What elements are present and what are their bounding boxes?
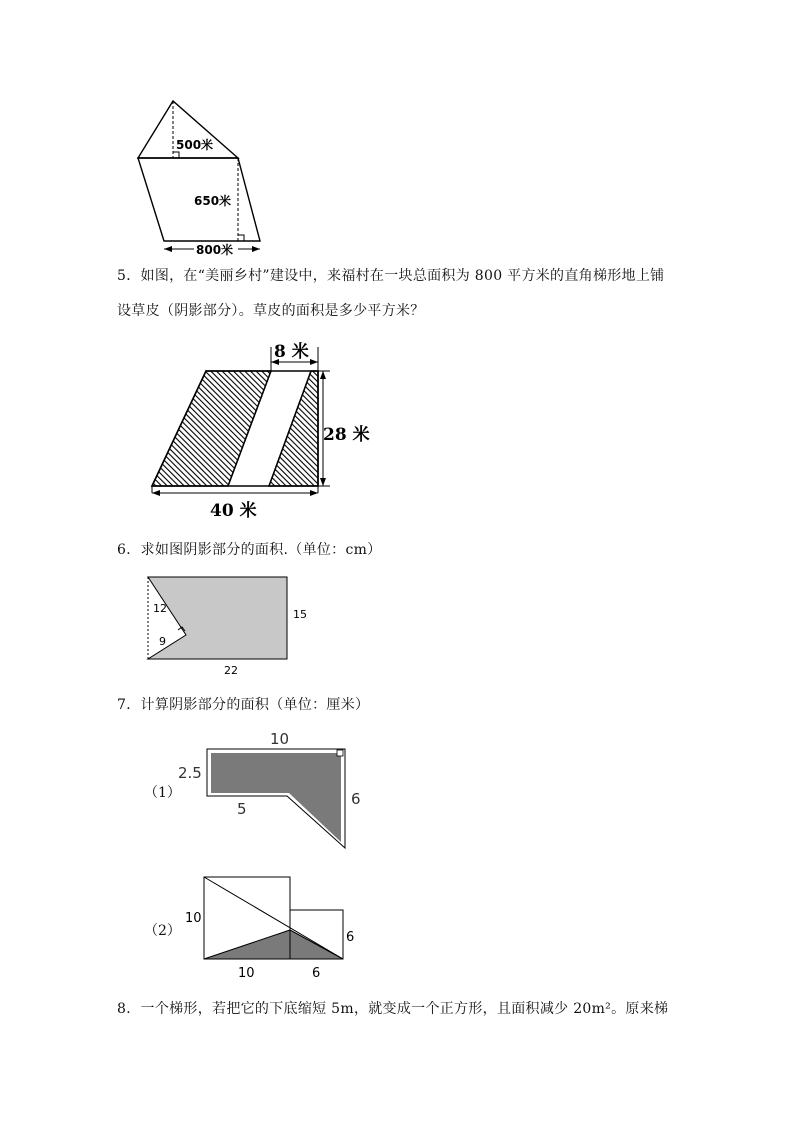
figure-q6-shaded-rectangle xyxy=(140,570,320,680)
side-label-6: 6 xyxy=(351,790,361,808)
question-8: 8．一个梯形，若把它的下底缩短 5m，就变成一个正方形，且面积减少 20m²。原来梯 xyxy=(117,1001,669,1017)
height-label-650: 650米 xyxy=(194,194,232,208)
side-label-12: 12 xyxy=(153,602,167,615)
height-label-500: 500米 xyxy=(176,138,214,152)
question-7: 7．计算阴影部分的面积（单位：厘米） xyxy=(117,697,370,713)
height-label-28m: 28 米 xyxy=(323,425,370,445)
side-label-10-left: 10 xyxy=(185,911,202,926)
figure-q7-part-1 xyxy=(175,728,375,858)
height-label-15: 15 xyxy=(293,608,307,621)
figure-q7-part-2 xyxy=(180,870,365,985)
side-label-10: 10 xyxy=(270,730,290,748)
part-1-label: （1） xyxy=(144,785,181,801)
question-number: 6． xyxy=(117,542,141,558)
question-number: 8． xyxy=(117,1001,141,1017)
base-label-800: 800米 xyxy=(196,243,234,257)
side-label-10-bottom: 10 xyxy=(238,966,255,981)
side-label-6-bottom: 6 xyxy=(312,966,321,981)
side-label-6-right: 6 xyxy=(346,930,355,945)
side-label-2-5: 2.5 xyxy=(178,764,202,782)
figure-q4 xyxy=(130,95,270,260)
side-label-9: 9 xyxy=(159,635,166,648)
figure-q5-lawn xyxy=(140,335,370,525)
width-label-22: 22 xyxy=(224,664,238,677)
part-2-label: （2） xyxy=(144,923,181,939)
base-label-40m: 40 米 xyxy=(210,501,257,521)
side-label-5: 5 xyxy=(237,800,247,818)
question-5-line-1: 5．如图，在“美丽乡村”建设中，来福村在一块总面积为 800 平方米的直角梯形地上铺 xyxy=(117,268,665,284)
width-label-8m: 8 米 xyxy=(274,342,309,362)
question-5-line-2: 设草皮（阴影部分）。草皮的面积是多少平方米？ xyxy=(117,303,425,319)
question-number: 7． xyxy=(117,697,141,713)
question-number: 5． xyxy=(117,268,141,284)
question-6: 6．求如图阴影部分的面积.（单位：cm） xyxy=(117,542,382,558)
